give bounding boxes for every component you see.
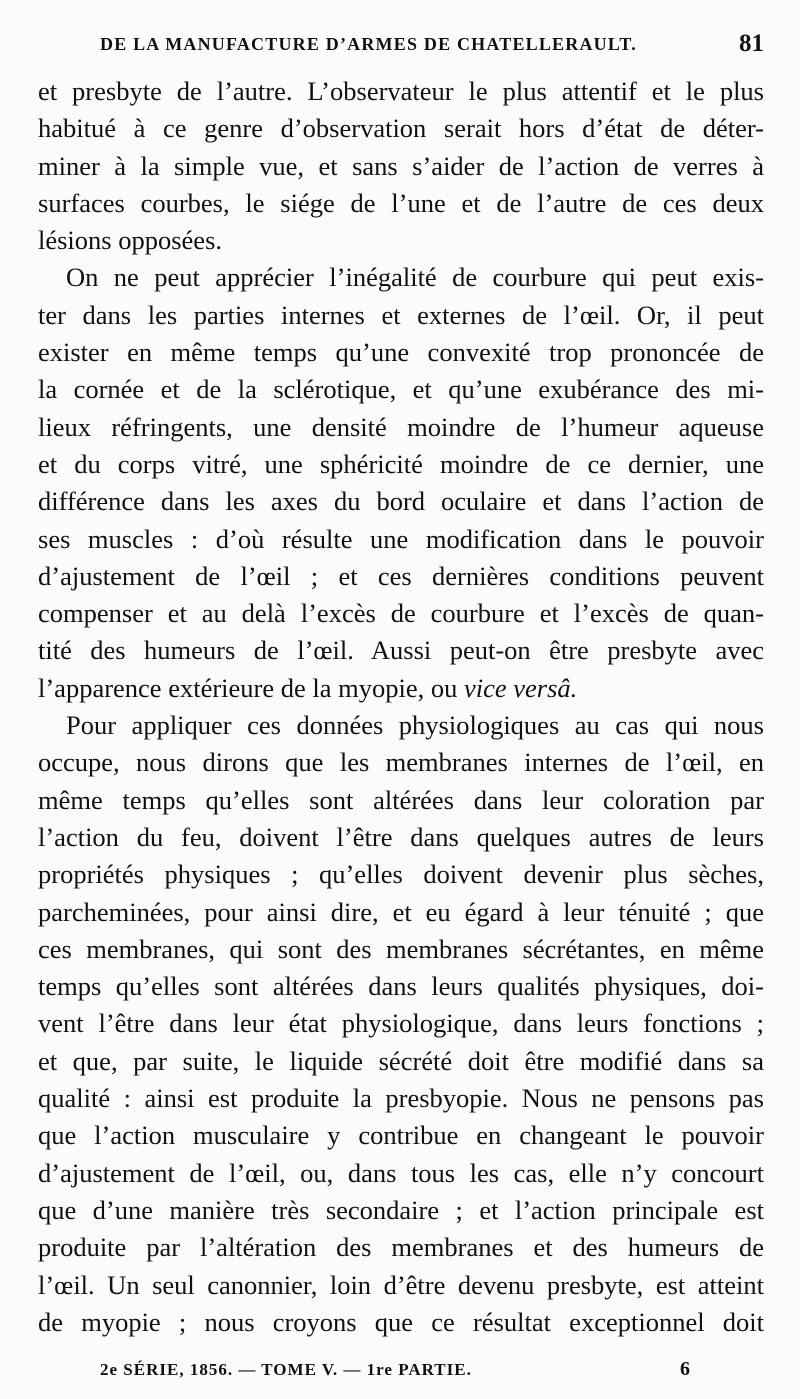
text-line: habitué à ce genre d’observation serait hors d’état de déter- <box>38 113 764 144</box>
text-line: l’œil. Un seul canonnier, loin d’être devenu presbyte, est atteint <box>38 1269 764 1300</box>
text-line: ces membranes, qui sont des membranes sécrétantes, en même <box>38 933 764 964</box>
text-line: ses muscles : d’où résulte une modification dans le pouvoir <box>38 523 764 554</box>
text-line: la cornée et de la sclérotique, et qu’une exubérance des mi- <box>38 374 764 405</box>
text-line: lieux réfringents, une densité moindre de l’humeur aqueuse <box>38 411 764 442</box>
body-text <box>38 73 764 1341</box>
text-line: de myopie ; nous croyons que ce résultat exceptionnel doit <box>38 1306 764 1337</box>
text-line: temps qu’elles sont altérées dans leurs qualités physiques, doi- <box>38 971 764 1002</box>
text-line: l’action du feu, doivent l’être dans quelques autres de leurs <box>38 821 764 852</box>
text-line: miner à la simple vue, et sans s’aider de l’action de verres à <box>38 150 764 181</box>
text-line: ter dans les parties internes et externes de l’œil. Or, il peut <box>38 299 764 330</box>
text-line: surfaces courbes, le siége de l’une et de l’autre de ces deux <box>38 187 764 218</box>
line-text: l’apparence extérieure de la myopie, ou <box>38 672 458 703</box>
text-line: compenser et au delà l’excès de courbure et l’excès de quan- <box>38 598 764 629</box>
text-line: d’ajustement de l’œil ; et ces dernières conditions peuvent <box>38 560 764 591</box>
page-number: 81 <box>739 30 764 57</box>
text-line: exister en même temps qu’une convexité trop prononcée de <box>38 337 764 368</box>
text-line: même temps qu’elles sont altérées dans leur coloration par <box>38 784 764 815</box>
text-line: lésions opposées. <box>38 225 223 256</box>
page-footer <box>100 1360 690 1386</box>
text-line: que l’action musculaire y contribue en changeant le pouvoir <box>38 1120 764 1151</box>
running-head: DE LA MANUFACTURE D’ARMES DE CHATELLERAULT. <box>100 34 637 54</box>
text-line: et que, par suite, le liquide sécrété doit être modifié dans sa <box>38 1045 764 1076</box>
text-line: propriétés physiques ; qu’elles doivent devenir plus sèches, <box>38 859 764 890</box>
text-line: d’ajustement de l’œil, ou, dans tous les cas, elle n’y concourt <box>38 1157 764 1188</box>
signature-number: 6 <box>680 1358 690 1380</box>
text-line-with-italic <box>38 670 764 707</box>
text-line: que d’une manière très secondaire ; et l’action principale est <box>38 1194 764 1225</box>
text-line: et du corps vitré, une sphéricité moindre de ce dernier, une <box>38 448 764 479</box>
paragraph-start-line: Pour appliquer ces données physiologiques au cas qui nous <box>66 710 764 741</box>
italic-phrase: vice versâ. <box>464 672 578 703</box>
text-line: qualité : ainsi est produite la presbyopie. Nous ne pensons pas <box>38 1083 764 1114</box>
text-line: occupe, nous dirons que les membranes internes de l’œil, en <box>38 747 764 778</box>
text-line: vent l’être dans leur état physiologique, dans leurs fonctions ; <box>38 1008 764 1039</box>
paragraph-start-line: On ne peut apprécier l’inégalité de courbure qui peut exis- <box>66 262 764 293</box>
text-line: parcheminées, pour ainsi dire, et eu égard à leur ténuité ; que <box>38 896 764 927</box>
text-line: produite par l’altération des membranes et des humeurs de <box>38 1232 764 1263</box>
printer-signature: 2e SÉRIE, 1856. — TOME V. — 1re PARTIE. <box>100 1360 472 1379</box>
text-line: et presbyte de l’autre. L’observateur le plus attentif et le plus <box>38 76 764 106</box>
text-line: différence dans les axes du bord oculaire et dans l’action de <box>38 486 764 517</box>
text-line: tité des humeurs de l’œil. Aussi peut-on être presbyte avec <box>38 635 764 666</box>
page-header <box>38 30 764 62</box>
